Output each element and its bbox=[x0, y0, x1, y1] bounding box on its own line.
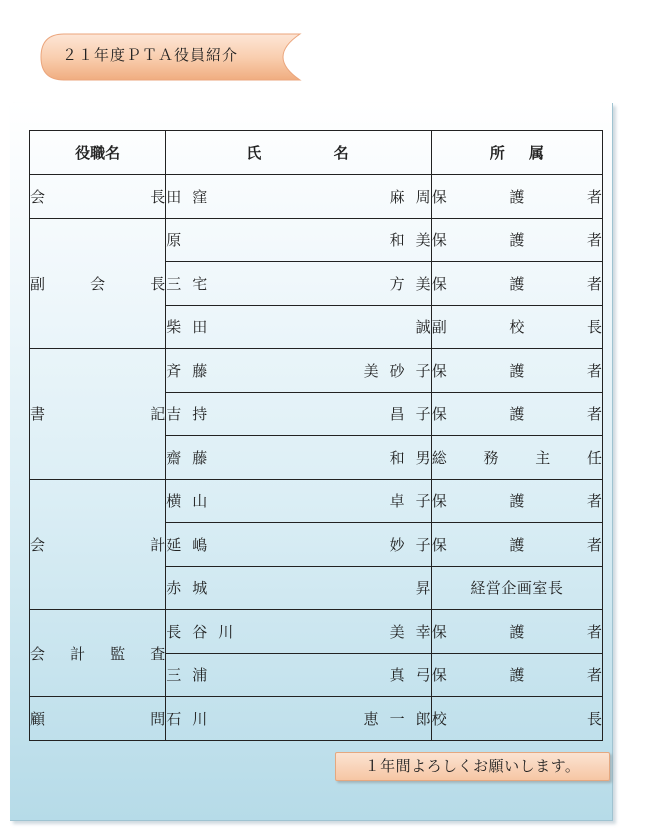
name-char: 麻 bbox=[389, 187, 405, 206]
affiliation-text bbox=[432, 360, 602, 381]
name-char: 和 bbox=[389, 231, 405, 250]
role-cell bbox=[30, 349, 166, 480]
role-char: 長 bbox=[150, 187, 166, 206]
page-title: ２１年度ＰＴＡ役員紹介 bbox=[62, 46, 239, 64]
role-char: 記 bbox=[150, 405, 166, 424]
role-cell bbox=[30, 218, 166, 349]
name-char: 卓 bbox=[389, 492, 405, 511]
name-cell bbox=[166, 566, 431, 610]
affiliation-char: 護 bbox=[509, 622, 525, 641]
footer-note: １年間よろしくお願いします。 bbox=[335, 752, 610, 781]
member-name bbox=[166, 273, 430, 294]
affiliation-char: 者 bbox=[586, 361, 602, 380]
header-affiliation bbox=[431, 131, 602, 175]
name-char: 美 bbox=[363, 361, 379, 380]
given-name bbox=[390, 664, 431, 685]
given-name bbox=[390, 621, 431, 642]
affiliation-char: 護 bbox=[509, 231, 525, 250]
member-name bbox=[166, 360, 430, 381]
affiliation-char: 校 bbox=[509, 318, 525, 337]
affiliation-char: 者 bbox=[586, 622, 602, 641]
table-row bbox=[30, 697, 603, 741]
affiliation-char: 長 bbox=[586, 318, 602, 337]
affiliation-char: 保 bbox=[431, 274, 447, 293]
name-char: 藤 bbox=[192, 361, 208, 380]
affiliation-text bbox=[432, 708, 602, 729]
surname bbox=[166, 186, 207, 207]
name-char: 三 bbox=[166, 274, 182, 293]
role-text bbox=[30, 403, 165, 424]
surname bbox=[166, 577, 207, 598]
surname bbox=[166, 316, 207, 337]
name-cell bbox=[166, 218, 431, 262]
name-cell bbox=[166, 175, 431, 219]
name-cell bbox=[166, 653, 431, 697]
name-char: 赤 bbox=[166, 579, 182, 598]
affiliation-cell bbox=[431, 305, 602, 349]
name-char: 浦 bbox=[192, 666, 208, 685]
affiliation-char: 者 bbox=[586, 666, 602, 685]
member-name bbox=[166, 621, 430, 642]
affiliation-char: 者 bbox=[586, 492, 602, 511]
member-name bbox=[166, 490, 430, 511]
title-banner bbox=[40, 33, 302, 81]
affiliation-char: 保 bbox=[431, 535, 447, 554]
affiliation-text bbox=[432, 664, 602, 685]
given-name bbox=[416, 316, 431, 337]
surname bbox=[166, 490, 207, 511]
affiliation-cell bbox=[431, 653, 602, 697]
member-name bbox=[166, 403, 430, 424]
given-name bbox=[390, 534, 431, 555]
table-row bbox=[30, 610, 603, 654]
role-cell bbox=[30, 610, 166, 697]
name-char: 斉 bbox=[166, 361, 182, 380]
affiliation-char: 保 bbox=[431, 405, 447, 424]
member-name bbox=[166, 708, 430, 729]
member-name bbox=[166, 186, 430, 207]
affiliation-char: 長 bbox=[586, 709, 602, 728]
affiliation-cell bbox=[431, 566, 602, 610]
name-char: 三 bbox=[166, 666, 182, 685]
member-name bbox=[166, 447, 430, 468]
name-cell bbox=[166, 392, 431, 436]
name-char: 横 bbox=[166, 492, 182, 511]
affiliation-text bbox=[432, 316, 602, 337]
table-row bbox=[30, 218, 603, 262]
name-char: 子 bbox=[415, 535, 431, 554]
given-name bbox=[390, 186, 431, 207]
header-affiliation-char: 属 bbox=[528, 144, 544, 162]
officers-table bbox=[29, 130, 603, 741]
name-char: 砂 bbox=[389, 361, 405, 380]
affiliation-char: 護 bbox=[509, 274, 525, 293]
affiliation-text bbox=[432, 186, 602, 207]
affiliation-char: 主 bbox=[535, 448, 551, 467]
role-char: 会 bbox=[30, 644, 46, 663]
affiliation-text bbox=[432, 447, 602, 468]
role-char: 問 bbox=[150, 709, 166, 728]
affiliation-char: 護 bbox=[509, 187, 525, 206]
surname bbox=[166, 708, 207, 729]
name-char: 真 bbox=[389, 666, 405, 685]
affiliation-cell bbox=[431, 349, 602, 393]
affiliation-char: 護 bbox=[509, 405, 525, 424]
name-char: 延 bbox=[166, 535, 182, 554]
affiliation-char: 校 bbox=[431, 709, 447, 728]
role-cell bbox=[30, 175, 166, 219]
name-cell bbox=[166, 305, 431, 349]
name-char: 方 bbox=[389, 274, 405, 293]
given-name bbox=[364, 360, 431, 381]
name-cell bbox=[166, 262, 431, 306]
name-char: 山 bbox=[192, 492, 208, 511]
affiliation-char: 経営企画室長 bbox=[470, 579, 564, 598]
name-char: 窪 bbox=[192, 187, 208, 206]
name-char: 柴 bbox=[166, 318, 182, 337]
affiliation-text bbox=[432, 534, 602, 555]
name-cell bbox=[166, 610, 431, 654]
name-char: 子 bbox=[415, 405, 431, 424]
role-cell bbox=[30, 479, 166, 610]
role-char: 査 bbox=[150, 644, 166, 663]
table-row bbox=[30, 479, 603, 523]
role-char: 顧 bbox=[30, 709, 46, 728]
name-char: 持 bbox=[192, 405, 208, 424]
name-char: 嶋 bbox=[192, 535, 208, 554]
role-char: 監 bbox=[110, 644, 126, 663]
name-char: 恵 bbox=[363, 709, 379, 728]
role-cell bbox=[30, 697, 166, 741]
role-text bbox=[30, 273, 165, 294]
affiliation-text bbox=[432, 577, 602, 598]
affiliation-cell bbox=[431, 175, 602, 219]
affiliation-char: 務 bbox=[483, 448, 499, 467]
table-row bbox=[30, 349, 603, 393]
name-cell bbox=[166, 349, 431, 393]
header-name bbox=[166, 131, 431, 175]
affiliation-text bbox=[432, 229, 602, 250]
member-name bbox=[166, 229, 430, 250]
affiliation-cell bbox=[431, 697, 602, 741]
name-char: 子 bbox=[415, 361, 431, 380]
affiliation-char: 者 bbox=[586, 274, 602, 293]
member-name bbox=[166, 534, 430, 555]
name-char: 子 bbox=[415, 492, 431, 511]
affiliation-char: 護 bbox=[509, 361, 525, 380]
affiliation-char: 任 bbox=[586, 448, 602, 467]
affiliation-cell bbox=[431, 218, 602, 262]
affiliation-char: 保 bbox=[431, 622, 447, 641]
name-char: 男 bbox=[415, 448, 431, 467]
header-role bbox=[30, 131, 166, 175]
affiliation-char: 護 bbox=[509, 535, 525, 554]
surname bbox=[166, 403, 207, 424]
name-cell bbox=[166, 436, 431, 480]
affiliation-text bbox=[432, 403, 602, 424]
role-char: 書 bbox=[30, 405, 46, 424]
surname bbox=[166, 664, 207, 685]
name-char: 美 bbox=[389, 622, 405, 641]
name-char: 一 bbox=[389, 709, 405, 728]
affiliation-char: 護 bbox=[509, 666, 525, 685]
name-char: 城 bbox=[192, 579, 208, 598]
name-char: 川 bbox=[192, 709, 208, 728]
given-name bbox=[390, 490, 431, 511]
affiliation-char: 者 bbox=[586, 405, 602, 424]
given-name bbox=[390, 229, 431, 250]
name-char: 周 bbox=[415, 187, 431, 206]
role-char: 会 bbox=[30, 187, 46, 206]
name-char: 妙 bbox=[389, 535, 405, 554]
surname bbox=[166, 229, 181, 250]
role-char: 会 bbox=[90, 274, 106, 293]
affiliation-cell bbox=[431, 523, 602, 567]
name-char: 幸 bbox=[415, 622, 431, 641]
header-affiliation-spread bbox=[490, 142, 544, 163]
affiliation-cell bbox=[431, 436, 602, 480]
given-name bbox=[364, 708, 431, 729]
given-name bbox=[390, 273, 431, 294]
name-char: 昇 bbox=[415, 579, 431, 598]
name-cell bbox=[166, 697, 431, 741]
affiliation-cell bbox=[431, 262, 602, 306]
surname bbox=[166, 534, 207, 555]
name-char: 美 bbox=[415, 231, 431, 250]
member-name bbox=[166, 577, 430, 598]
name-char: 美 bbox=[415, 274, 431, 293]
header-name-char: 氏 bbox=[246, 144, 262, 162]
member-name bbox=[166, 664, 430, 685]
affiliation-char: 者 bbox=[586, 231, 602, 250]
name-char: 原 bbox=[166, 231, 182, 250]
name-char: 和 bbox=[389, 448, 405, 467]
role-char: 副 bbox=[30, 274, 46, 293]
name-char: 齋 bbox=[166, 448, 182, 467]
role-char: 長 bbox=[150, 274, 166, 293]
affiliation-char: 総 bbox=[431, 448, 447, 467]
name-char: 吉 bbox=[166, 405, 182, 424]
affiliation-text bbox=[432, 273, 602, 294]
affiliation-text bbox=[432, 621, 602, 642]
given-name bbox=[416, 577, 431, 598]
officers-table-body bbox=[30, 175, 603, 741]
member-name bbox=[166, 316, 430, 337]
affiliation-char: 者 bbox=[586, 187, 602, 206]
name-char: 弓 bbox=[415, 666, 431, 685]
affiliation-char: 副 bbox=[431, 318, 447, 337]
header-name-char: 名 bbox=[333, 144, 349, 162]
table-row bbox=[30, 175, 603, 219]
role-text bbox=[30, 186, 165, 207]
name-char: 藤 bbox=[192, 448, 208, 467]
header-role-text: 役職名 bbox=[75, 144, 121, 162]
name-char: 長 bbox=[166, 622, 182, 641]
affiliation-cell bbox=[431, 479, 602, 523]
name-char: 昌 bbox=[389, 405, 405, 424]
name-char: 宅 bbox=[192, 274, 208, 293]
affiliation-char: 護 bbox=[509, 492, 525, 511]
name-char: 田 bbox=[166, 187, 182, 206]
affiliation-char: 保 bbox=[431, 666, 447, 685]
surname bbox=[166, 360, 207, 381]
affiliation-char: 保 bbox=[431, 187, 447, 206]
name-char: 田 bbox=[192, 318, 208, 337]
affiliation-char: 者 bbox=[586, 535, 602, 554]
affiliation-cell bbox=[431, 610, 602, 654]
role-char: 計 bbox=[70, 644, 86, 663]
affiliation-text bbox=[432, 490, 602, 511]
header-affiliation-char: 所 bbox=[489, 144, 505, 162]
surname bbox=[166, 273, 207, 294]
role-char: 会 bbox=[30, 535, 46, 554]
role-text bbox=[30, 534, 165, 555]
name-char: 谷 bbox=[192, 622, 208, 641]
name-char: 川 bbox=[218, 622, 234, 641]
affiliation-char: 保 bbox=[431, 492, 447, 511]
name-cell bbox=[166, 523, 431, 567]
affiliation-char: 保 bbox=[431, 361, 447, 380]
surname bbox=[166, 621, 233, 642]
name-cell bbox=[166, 479, 431, 523]
affiliation-char: 保 bbox=[431, 231, 447, 250]
role-text bbox=[30, 643, 165, 664]
role-text bbox=[30, 708, 165, 729]
header-name-spread bbox=[246, 142, 348, 163]
surname bbox=[166, 447, 207, 468]
header-row bbox=[30, 131, 603, 175]
name-char: 郎 bbox=[415, 709, 431, 728]
given-name bbox=[390, 447, 431, 468]
name-char: 石 bbox=[166, 709, 182, 728]
name-char: 誠 bbox=[415, 318, 431, 337]
role-char: 計 bbox=[150, 535, 166, 554]
affiliation-cell bbox=[431, 392, 602, 436]
given-name bbox=[390, 403, 431, 424]
